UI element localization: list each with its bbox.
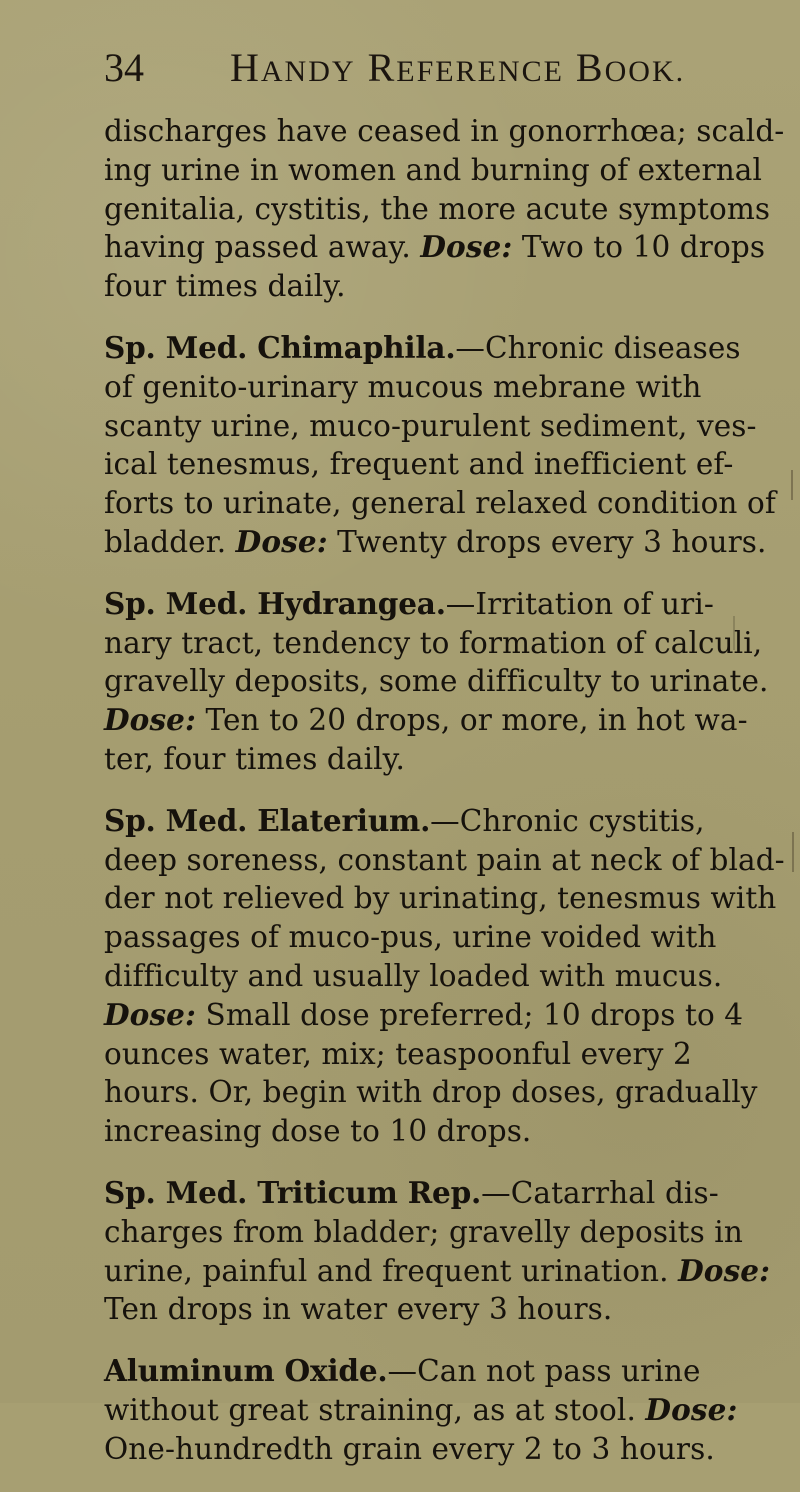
text-line: hours. Or, begin with drop doses, gradually bbox=[104, 1075, 758, 1110]
title-space-1 bbox=[356, 45, 368, 90]
dose-label: Dose: bbox=[420, 229, 513, 265]
text-line-with-dose bbox=[104, 701, 766, 740]
entry-description-start: —Chronic cystitis, bbox=[430, 803, 705, 838]
text-line: ter, four times daily. bbox=[104, 741, 405, 776]
dose-text: Ten drops in water every 3 hours. bbox=[104, 1292, 613, 1327]
page-margin-mark-top bbox=[791, 470, 793, 500]
page-text bbox=[104, 112, 785, 1492]
dose-text: Small dose preferred; 10 drops to 4 bbox=[205, 997, 744, 1032]
entry-heading-line bbox=[104, 585, 766, 624]
drug-name-aluminum-oxide: Aluminum Oxide. bbox=[104, 1353, 388, 1389]
page-margin-mark-bottom bbox=[792, 832, 794, 872]
entry-description-start: —Can not pass urine bbox=[387, 1354, 701, 1389]
running-title bbox=[230, 44, 685, 96]
dose-label: Dose: bbox=[104, 702, 197, 738]
dose-label: Dose: bbox=[678, 1252, 771, 1288]
page-number: 34 bbox=[104, 45, 144, 90]
text-line: discharges have ceased in gonorrhœa; scald- bbox=[104, 114, 785, 148]
text-line-with-dose bbox=[104, 523, 766, 562]
paragraph-gonorrhoea-continuation bbox=[104, 112, 785, 306]
entry-heading-line bbox=[104, 802, 766, 841]
text-line-with-dose bbox=[104, 996, 766, 1035]
drug-name-elaterium: Sp. Med. Elaterium. bbox=[104, 802, 431, 838]
text-line: forts to urinate, general relaxed condition of bbox=[104, 486, 776, 521]
text-fragment: having passed away. bbox=[104, 230, 411, 265]
title-space-2 bbox=[564, 45, 576, 90]
text-fragment: bladder. bbox=[104, 524, 227, 559]
page-margin-mark-middle bbox=[733, 616, 735, 650]
paragraph-elaterium bbox=[104, 802, 785, 1151]
title-initial-reference: R bbox=[367, 45, 397, 90]
dose-label: Dose: bbox=[235, 523, 328, 559]
text-line: ounces water, mix; teaspoonful every 2 bbox=[104, 1036, 692, 1071]
dose-text: Two to 10 drops bbox=[521, 230, 766, 265]
text-line: charges from bladder; gravelly deposits in bbox=[104, 1214, 743, 1249]
paragraph-hydrangea bbox=[104, 585, 769, 779]
title-word-handy-rest: ANDY bbox=[260, 55, 356, 88]
text-line: ing urine in women and burning of external bbox=[104, 152, 763, 187]
entry-heading-line bbox=[104, 329, 766, 368]
text-line: der not relieved by urinating, tenesmus with bbox=[104, 881, 777, 916]
title-initial-handy: H bbox=[230, 45, 261, 90]
text-line: genitalia, cystitis, the more acute symptoms bbox=[104, 191, 771, 226]
text-line-with-dose bbox=[104, 1391, 766, 1430]
drug-name-hydrangea: Sp. Med. Hydrangea. bbox=[104, 585, 446, 621]
paragraph-aluminum-oxide bbox=[104, 1352, 766, 1468]
entry-description-start: —Catarrhal dis- bbox=[481, 1175, 719, 1210]
title-word-reference-rest: EFERENCE bbox=[396, 55, 564, 88]
dose-label: Dose: bbox=[104, 996, 197, 1032]
title-initial-book: B bbox=[575, 45, 605, 90]
entry-description-start: —Irritation of uri- bbox=[445, 586, 714, 621]
running-header bbox=[104, 44, 686, 92]
text-line: of genito-urinary mucous mebrane with bbox=[104, 369, 702, 404]
paragraph-triticum-rep bbox=[104, 1174, 771, 1329]
text-line: deep soreness, constant pain at neck of blad- bbox=[104, 842, 785, 877]
text-line: nary tract, tendency to formation of calculi, bbox=[104, 625, 763, 660]
dose-text: Ten to 20 drops, or more, in hot wa- bbox=[205, 703, 748, 738]
text-line: gravelly deposits, some difficulty to urinate. bbox=[104, 664, 769, 699]
drug-name-triticum-rep: Sp. Med. Triticum Rep. bbox=[104, 1174, 482, 1210]
text-line: scanty urine, muco-purulent sediment, ves- bbox=[104, 408, 757, 443]
text-line: difficulty and usually loaded with mucus. bbox=[104, 958, 723, 993]
dose-text: One-hundredth grain every 2 to 3 hours. bbox=[104, 1431, 715, 1466]
title-word-book-rest: OOK. bbox=[604, 55, 686, 88]
dose-label: Dose: bbox=[645, 1391, 738, 1427]
paragraph-chimaphila bbox=[104, 329, 776, 562]
text-line-with-dose bbox=[104, 1252, 771, 1291]
text-line-with-dose bbox=[104, 228, 766, 267]
text-fragment: without great straining, as at stool. bbox=[104, 1392, 636, 1427]
entry-heading-line bbox=[104, 1352, 766, 1391]
text-line: passages of muco-pus, urine voided with bbox=[104, 920, 717, 955]
dose-text: Twenty drops every 3 hours. bbox=[337, 524, 767, 559]
drug-name-chimaphila: Sp. Med. Chimaphila. bbox=[104, 329, 456, 365]
entry-description-start: —Chronic diseases bbox=[455, 330, 741, 365]
text-line: ical tenesmus, frequent and inefficient ef- bbox=[104, 447, 734, 482]
text-line: increasing dose to 10 drops. bbox=[104, 1114, 532, 1149]
text-line: four times daily. bbox=[104, 269, 346, 304]
text-fragment: urine, painful and frequent urination. bbox=[104, 1253, 669, 1288]
entry-heading-line bbox=[104, 1174, 766, 1213]
